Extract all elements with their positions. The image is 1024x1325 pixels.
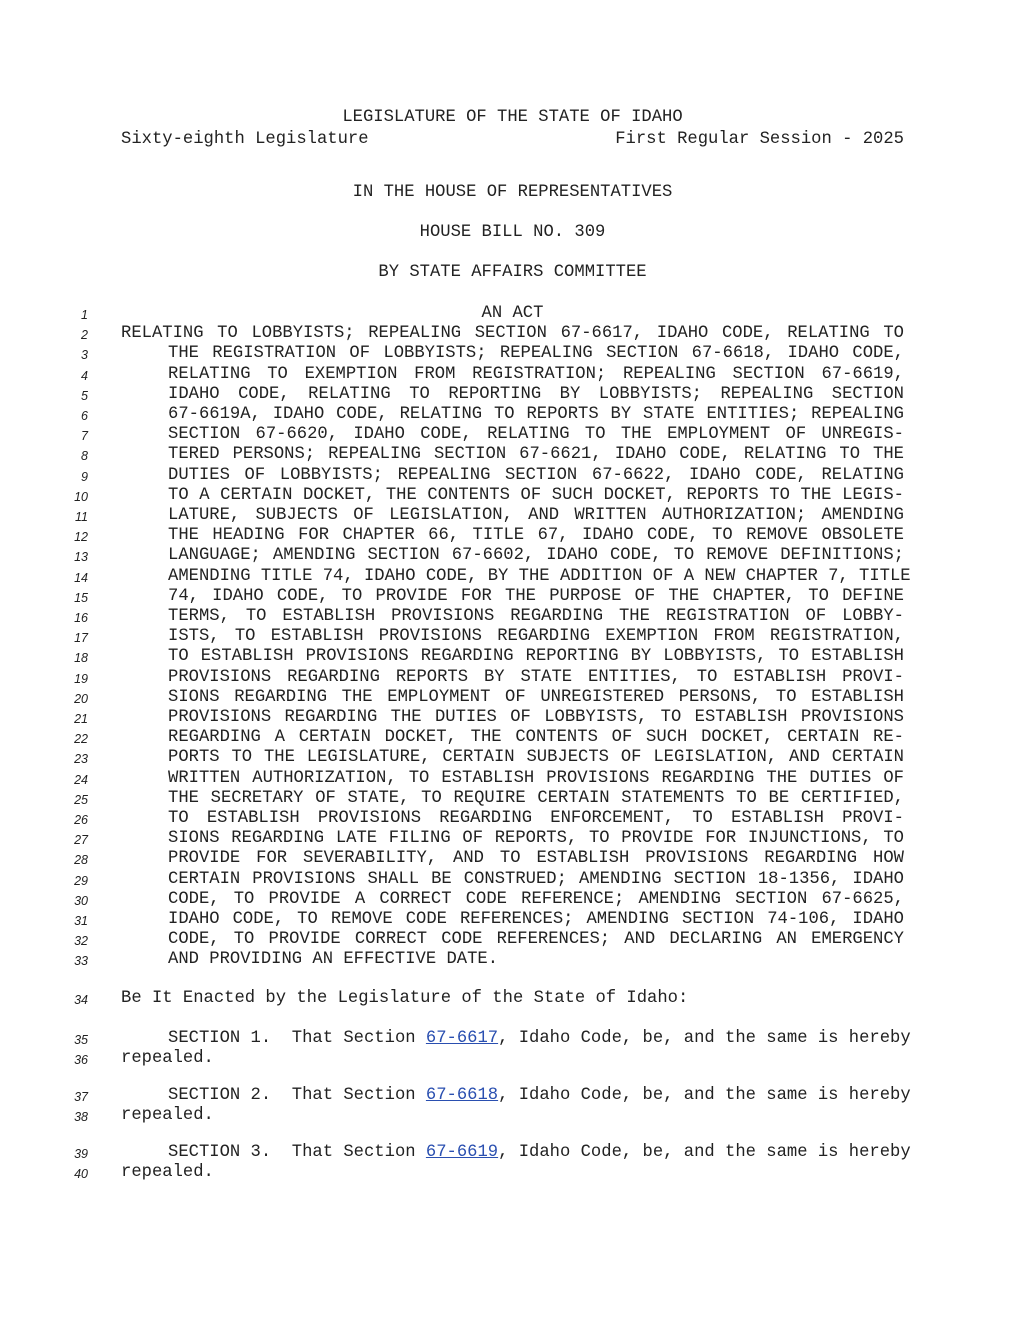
act-title-line: 74, IDAHO CODE, TO PROVIDE FOR THE PURPOSE OF THE CHAPTER, TO DEFINE (168, 586, 904, 606)
code-section-link[interactable]: 67-6617 (425, 1029, 499, 1048)
session-label: First Regular Session - 2025 (615, 130, 904, 149)
section-prefix: That Section (291, 1143, 416, 1162)
sponsor-line: BY STATE AFFAIRS COMMITTEE (378, 263, 647, 282)
act-title-line: AND PROVIDING AN EFFECTIVE DATE. (168, 950, 499, 970)
act-title-line: DUTIES OF LOBBYISTS; REPEALING SECTION 67-6622, IDAHO CODE, RELATING (168, 465, 904, 485)
section-prefix: That Section (291, 1086, 416, 1105)
line-number: 37 (74, 1090, 88, 1104)
line-number: 22 (74, 732, 88, 747)
code-section-link[interactable]: 67-6619 (425, 1143, 499, 1162)
line-number: 14 (74, 570, 88, 585)
line-number: 10 (74, 489, 88, 504)
act-title-line: RELATING TO LOBBYISTS; REPEALING SECTION 67-6617, IDAHO CODE, RELATING TO (121, 324, 904, 344)
act-title-line: PROVIDE FOR SEVERABILITY, AND TO ESTABLISH PROVISIONS REGARDING HOW (168, 849, 904, 869)
act-title-line: ISTS, TO ESTABLISH PROVISIONS REGARDING EXEMPTION FROM REGISTRATION, (168, 627, 904, 647)
line-number: 24 (74, 772, 88, 787)
bill-number: HOUSE BILL NO. 309 (419, 223, 606, 242)
act-title-line: THE HEADING FOR CHAPTER 66, TITLE 67, IDAHO CODE, TO REMOVE OBSOLETE (168, 526, 904, 546)
act-title-line: CODE, TO PROVIDE CORRECT CODE REFERENCES; AND DECLARING AN EMERGENCY (168, 930, 904, 950)
act-title-line: TO A CERTAIN DOCKET, THE CONTENTS OF SUCH DOCKET, REPORTS TO THE LEGIS- (168, 485, 904, 505)
line-number: 25 (74, 792, 88, 807)
line-number: 40 (74, 1167, 88, 1182)
act-title-line: IDAHO CODE, TO REMOVE CODE REFERENCES; AMENDING SECTION 74-106, IDAHO (168, 910, 904, 929)
line-number: 32 (74, 934, 88, 949)
line-number: 26 (74, 813, 88, 827)
section-label: SECTION 1. (168, 1029, 272, 1048)
act-title-line: WRITTEN AUTHORIZATION, TO ESTABLISH PROVISIONS REGARDING THE DUTIES OF (168, 768, 904, 788)
line-number: 31 (74, 914, 88, 928)
section-1-continuation: repealed. (121, 1049, 214, 1069)
line-number: 30 (74, 893, 88, 908)
section-1-text (168, 1029, 911, 1048)
act-title-line: SIONS REGARDING THE EMPLOYMENT OF UNREGISTERED PERSONS, TO ESTABLISH (168, 687, 904, 707)
line-number: 18 (74, 651, 88, 666)
line-number: 38 (74, 1110, 88, 1125)
line-number: 5 (81, 388, 88, 403)
act-title-line: TERMS, TO ESTABLISH PROVISIONS REGARDING THE REGISTRATION OF LOBBY- (168, 607, 904, 626)
line-number: 12 (74, 530, 88, 545)
legislature-number: Sixty-eighth Legislature (121, 130, 369, 149)
code-section-link[interactable]: 67-6618 (425, 1086, 499, 1105)
line-number: 4 (81, 368, 88, 383)
act-title-line: LATURE, SUBJECTS OF LEGISLATION, AND WRITTEN AUTHORIZATION; AMENDING (168, 506, 904, 525)
line-number: 39 (74, 1147, 88, 1161)
section-2-continuation: repealed. (121, 1106, 214, 1126)
section-3-continuation: repealed. (121, 1163, 214, 1183)
line-number: 15 (74, 590, 88, 605)
act-title-line: LANGUAGE; AMENDING SECTION 67-6602, IDAHO CODE, TO REMOVE DEFINITIONS; (168, 546, 904, 566)
line-number: 36 (74, 1053, 88, 1068)
section-prefix: That Section (291, 1029, 416, 1048)
act-title-line: TO ESTABLISH PROVISIONS REGARDING REPORTING BY LOBBYISTS, TO ESTABLISH (168, 647, 904, 667)
act-title-line: TO ESTABLISH PROVISIONS REGARDING ENFORCEMENT, TO ESTABLISH PROVI- (168, 809, 904, 828)
line-number: 21 (74, 712, 88, 726)
line-number: 2 (81, 328, 88, 343)
section-2-text (168, 1086, 911, 1105)
legislature-title: LEGISLATURE OF THE STATE OF IDAHO (342, 108, 683, 127)
act-title-line: THE REGISTRATION OF LOBBYISTS; REPEALING SECTION 67-6618, IDAHO CODE, (168, 344, 904, 364)
line-number: 7 (81, 429, 88, 444)
line-number: 29 (74, 873, 88, 888)
section-label: SECTION 2. (168, 1086, 272, 1105)
act-title-line: PORTS TO THE LEGISLATURE, CERTAIN SUBJECTS OF LEGISLATION, AND CERTAIN (168, 748, 904, 768)
line-number: 6 (81, 409, 88, 423)
line-number: 33 (74, 954, 88, 969)
line-number: 20 (74, 691, 88, 706)
line-number: 17 (74, 631, 88, 646)
line-number: 1 (81, 308, 88, 322)
chamber-heading: IN THE HOUSE OF REPRESENTATIVES (352, 183, 673, 202)
section-3-text (168, 1143, 911, 1162)
line-number: 3 (81, 348, 88, 363)
section-suffix: , Idaho Code, be, and the same is hereby (498, 1086, 911, 1105)
enacting-clause: Be It Enacted by the Legislature of the State of Idaho: (121, 989, 689, 1008)
line-number: 13 (74, 550, 88, 565)
line-number: 23 (74, 752, 88, 767)
act-title-line: IDAHO CODE, RELATING TO REPORTING BY LOBBYISTS; REPEALING SECTION (168, 384, 904, 404)
act-heading: AN ACT (481, 304, 544, 323)
section-suffix: , Idaho Code, be, and the same is hereby (498, 1029, 911, 1048)
line-number: 8 (81, 449, 88, 464)
line-number: 11 (75, 510, 88, 524)
act-title-line: CERTAIN PROVISIONS SHALL BE CONSTRUED; AMENDING SECTION 18-1356, IDAHO (168, 869, 904, 889)
section-label: SECTION 3. (168, 1143, 272, 1162)
line-number: 16 (74, 611, 88, 625)
line-number: 19 (74, 671, 88, 686)
line-number: 28 (74, 853, 88, 868)
act-title-line: RELATING TO EXEMPTION FROM REGISTRATION; REPEALING SECTION 67-6619, (168, 364, 904, 384)
section-suffix: , Idaho Code, be, and the same is hereby (498, 1143, 911, 1162)
act-title-line: 67-6619A, IDAHO CODE, RELATING TO REPORTS BY STATE ENTITIES; REPEALING (168, 405, 904, 424)
act-title-line: REGARDING A CERTAIN DOCKET, THE CONTENTS OF SUCH DOCKET, CERTAIN RE- (168, 728, 904, 748)
line-number: 27 (74, 833, 88, 848)
act-title-line: AMENDING TITLE 74, IDAHO CODE, BY THE ADDITION OF A NEW CHAPTER 7, TITLE (168, 566, 911, 586)
act-title-line: PROVISIONS REGARDING REPORTS BY STATE ENTITIES, TO ESTABLISH PROVI- (168, 667, 904, 687)
act-title-line: PROVISIONS REGARDING THE DUTIES OF LOBBYISTS, TO ESTABLISH PROVISIONS (168, 708, 904, 727)
line-number: 9 (81, 469, 88, 484)
act-title-line: CODE, TO PROVIDE A CORRECT CODE REFERENCE; AMENDING SECTION 67-6625, (168, 889, 904, 909)
line-number: 34 (74, 993, 88, 1007)
act-title-line: TERED PERSONS; REPEALING SECTION 67-6621, IDAHO CODE, RELATING TO THE (168, 445, 904, 465)
act-title-line: SIONS REGARDING LATE FILING OF REPORTS, TO PROVIDE FOR INJUNCTIONS, TO (168, 829, 904, 849)
line-number: 35 (74, 1033, 88, 1047)
act-title-line: SECTION 67-6620, IDAHO CODE, RELATING TO THE EMPLOYMENT OF UNREGIS- (168, 425, 904, 445)
act-title-line: THE SECRETARY OF STATE, TO REQUIRE CERTAIN STATEMENTS TO BE CERTIFIED, (168, 788, 904, 808)
